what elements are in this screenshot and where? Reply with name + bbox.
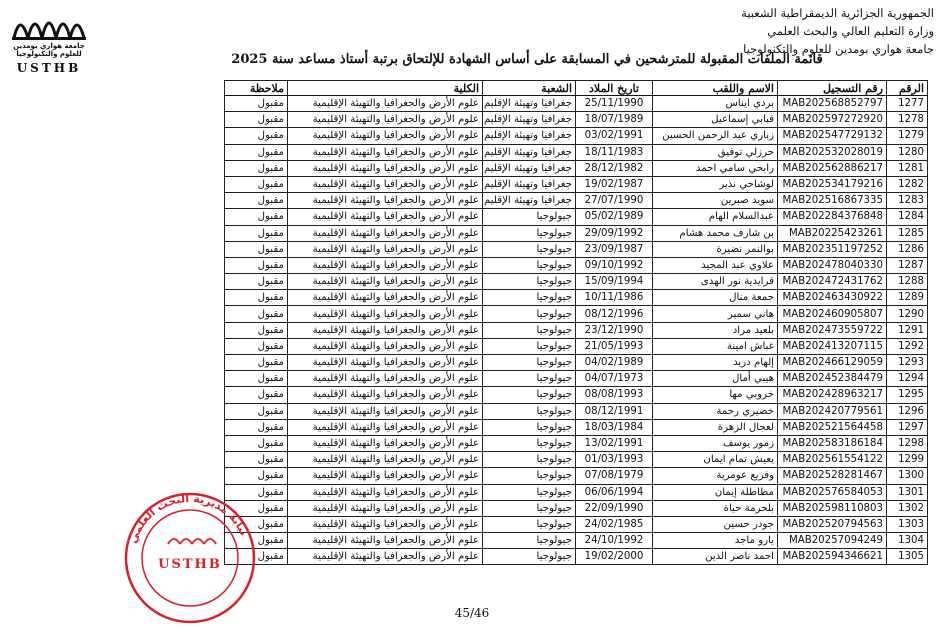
- cell-birthdate: 07/08/1979: [576, 468, 653, 484]
- university-logo: [8, 6, 90, 76]
- cell-remark: مقبول: [225, 338, 288, 354]
- cell-registration: MAB202478040330: [778, 257, 887, 273]
- cell-birthdate: 04/07/1973: [576, 371, 653, 387]
- cell-number: 1298: [887, 435, 928, 451]
- cell-specialty: جيولوجيا: [483, 290, 576, 306]
- cell-number: 1301: [887, 484, 928, 500]
- table-row: [225, 533, 928, 549]
- cell-remark: مقبول: [225, 257, 288, 273]
- cell-faculty: علوم الأرض والجغرافيا والتهيئة الإقليمية: [288, 403, 483, 419]
- cell-remark: مقبول: [225, 500, 288, 516]
- cell-registration: MAB202547729132: [778, 128, 887, 144]
- cell-specialty: جغرافيا وتهيئة الإقليم: [483, 176, 576, 192]
- cell-registration: MAB202351197252: [778, 241, 887, 257]
- cell-number: 1293: [887, 355, 928, 371]
- cell-faculty: علوم الأرض والجغرافيا والتهيئة الإقليمية: [288, 274, 483, 290]
- cell-remark: مقبول: [225, 241, 288, 257]
- cell-birthdate: 21/05/1993: [576, 338, 653, 354]
- cell-birthdate: 09/10/1992: [576, 257, 653, 273]
- logo-latin-name: USTHB: [16, 61, 82, 75]
- cell-number: 1289: [887, 290, 928, 306]
- cell-specialty: جيولوجيا: [483, 355, 576, 371]
- cell-birthdate: 19/02/1987: [576, 176, 653, 192]
- cell-number: 1285: [887, 225, 928, 241]
- cell-birthdate: 04/02/1989: [576, 355, 653, 371]
- cell-specialty: جيولوجيا: [483, 306, 576, 322]
- cell-number: 1291: [887, 322, 928, 338]
- table-row: [225, 371, 928, 387]
- cell-faculty: علوم الأرض والجغرافيا والتهيئة الإقليمية: [288, 355, 483, 371]
- cell-name: بلحرمة حياة: [653, 500, 778, 516]
- table-row: [225, 306, 928, 322]
- table-row: [225, 338, 928, 354]
- cell-faculty: علوم الأرض والجغرافيا والتهيئة الإقليمية: [288, 452, 483, 468]
- cell-birthdate: 25/11/1990: [576, 96, 653, 112]
- table-row: [225, 387, 928, 403]
- cell-remark: مقبول: [225, 371, 288, 387]
- table-row: [225, 274, 928, 290]
- cell-birthdate: 23/12/1990: [576, 322, 653, 338]
- cell-name: زباري عبد الرحمن الحسين: [653, 128, 778, 144]
- cell-remark: مقبول: [225, 290, 288, 306]
- cell-faculty: علوم الأرض والجغرافيا والتهيئة الإقليمية: [288, 549, 483, 565]
- cell-registration: MAB202534179216: [778, 176, 887, 192]
- cell-birthdate: 23/09/1987: [576, 241, 653, 257]
- cell-registration: MAB202466129059: [778, 355, 887, 371]
- cell-specialty: جيولوجيا: [483, 419, 576, 435]
- cell-name: جودر حسين: [653, 516, 778, 532]
- table-row: [225, 484, 928, 500]
- table-row: [225, 290, 928, 306]
- cell-remark: مقبول: [225, 484, 288, 500]
- col-header-registration: رقم التسجيل: [778, 81, 887, 96]
- cell-number: 1290: [887, 306, 928, 322]
- cell-faculty: علوم الأرض والجغرافيا والتهيئة الإقليمية: [288, 225, 483, 241]
- cell-remark: مقبول: [225, 322, 288, 338]
- cell-birthdate: 03/02/1991: [576, 128, 653, 144]
- cell-specialty: جيولوجيا: [483, 338, 576, 354]
- cell-birthdate: 28/12/1982: [576, 160, 653, 176]
- cell-remark: مقبول: [225, 193, 288, 209]
- cell-registration: MAB202284376848: [778, 209, 887, 225]
- table-row: [225, 419, 928, 435]
- cell-registration: MAB202561554122: [778, 452, 887, 468]
- cell-specialty: جيولوجيا: [483, 533, 576, 549]
- cell-number: 1277: [887, 96, 928, 112]
- cell-registration: MAB20225423261: [778, 225, 887, 241]
- cell-number: 1283: [887, 193, 928, 209]
- cell-specialty: جيولوجيا: [483, 452, 576, 468]
- cell-birthdate: 13/02/1991: [576, 435, 653, 451]
- cell-remark: مقبول: [225, 128, 288, 144]
- cell-faculty: علوم الأرض والجغرافيا والتهيئة الإقليمية: [288, 306, 483, 322]
- cell-specialty: جغرافيا وتهيئة الإقليم: [483, 128, 576, 144]
- cell-faculty: علوم الأرض والجغرافيا والتهيئة الإقليمية: [288, 338, 483, 354]
- cell-specialty: جيولوجيا: [483, 484, 576, 500]
- cell-registration: MAB202520794563: [778, 516, 887, 532]
- cell-faculty: علوم الأرض والجغرافيا والتهيئة الإقليمية: [288, 128, 483, 144]
- cell-birthdate: 18/03/1984: [576, 419, 653, 435]
- cell-name: بن شارف محمد هشام: [653, 225, 778, 241]
- cell-number: 1281: [887, 160, 928, 176]
- page-number: 45/46: [454, 606, 490, 620]
- cell-remark: مقبول: [225, 96, 288, 112]
- cell-faculty: علوم الأرض والجغرافيا والتهيئة الإقليمية: [288, 241, 483, 257]
- cell-number: 1305: [887, 549, 928, 565]
- cell-specialty: جغرافيا وتهيئة الإقليم: [483, 112, 576, 128]
- cell-registration: MAB202583186184: [778, 435, 887, 451]
- cell-faculty: علوم الأرض والجغرافيا والتهيئة الإقليمية: [288, 112, 483, 128]
- cell-registration: MAB202521564458: [778, 419, 887, 435]
- cell-number: 1295: [887, 387, 928, 403]
- cell-specialty: جيولوجيا: [483, 516, 576, 532]
- cell-remark: مقبول: [225, 274, 288, 290]
- cell-remark: مقبول: [225, 225, 288, 241]
- table-body: [225, 96, 928, 565]
- cell-birthdate: 08/12/1996: [576, 306, 653, 322]
- cell-birthdate: 01/03/1993: [576, 452, 653, 468]
- cell-faculty: علوم الأرض والجغرافيا والتهيئة الإقليمية: [288, 500, 483, 516]
- table-row: [225, 225, 928, 241]
- cell-number: 1279: [887, 128, 928, 144]
- cell-faculty: علوم الأرض والجغرافيا والتهيئة الإقليمية: [288, 533, 483, 549]
- logo-arabic-name: جامعة هواري بومدين للعلوم والتكنولوجيا: [13, 42, 85, 58]
- cell-specialty: جيولوجيا: [483, 322, 576, 338]
- table-row: [225, 144, 928, 160]
- cell-faculty: علوم الأرض والجغرافيا والتهيئة الإقليمية: [288, 468, 483, 484]
- cell-number: 1304: [887, 533, 928, 549]
- table-row: [225, 209, 928, 225]
- cell-faculty: علوم الأرض والجغرافيا والتهيئة الإقليمية: [288, 290, 483, 306]
- cell-faculty: علوم الأرض والجغرافيا والتهيئة الإقليمية: [288, 419, 483, 435]
- cell-specialty: جيولوجيا: [483, 225, 576, 241]
- cell-birthdate: 06/06/1994: [576, 484, 653, 500]
- cell-registration: MAB202428963217: [778, 387, 887, 403]
- col-header-faculty: الكلية: [288, 81, 483, 96]
- cell-name: خروبي مها: [653, 387, 778, 403]
- cell-name: هاني سمير: [653, 306, 778, 322]
- cell-name: بردي ايناس: [653, 96, 778, 112]
- table-row: [225, 355, 928, 371]
- cell-name: جمعة منال: [653, 290, 778, 306]
- cell-number: 1297: [887, 419, 928, 435]
- cell-faculty: علوم الأرض والجغرافيا والتهيئة الإقليمية: [288, 209, 483, 225]
- cell-number: 1288: [887, 274, 928, 290]
- col-header-name: الاسم واللقب: [653, 81, 778, 96]
- cell-name: لوشاحي نذير: [653, 176, 778, 192]
- cell-name: مطاطلة إيمان: [653, 484, 778, 500]
- table-row: [225, 468, 928, 484]
- table-row: [225, 516, 928, 532]
- cell-faculty: علوم الأرض والجغرافيا والتهيئة الإقليمية: [288, 387, 483, 403]
- cell-registration: MAB202463430922: [778, 290, 887, 306]
- table-row: [225, 500, 928, 516]
- cell-specialty: جغرافيا وتهيئة الإقليم: [483, 96, 576, 112]
- cell-name: حرزلي توفيق: [653, 144, 778, 160]
- cell-remark: مقبول: [225, 306, 288, 322]
- cell-name: عبدالسلام الهام: [653, 209, 778, 225]
- cell-name: بلعيد مراد: [653, 322, 778, 338]
- table-row: [225, 112, 928, 128]
- cell-registration: MAB202562886217: [778, 160, 887, 176]
- table-row: [225, 176, 928, 192]
- cell-faculty: علوم الأرض والجغرافيا والتهيئة الإقليمية: [288, 371, 483, 387]
- table-row: [225, 452, 928, 468]
- cell-faculty: علوم الأرض والجغرافيا والتهيئة الإقليمية: [288, 193, 483, 209]
- table-row: [225, 403, 928, 419]
- cell-faculty: علوم الأرض والجغرافيا والتهيئة الإقليمية: [288, 257, 483, 273]
- cell-remark: مقبول: [225, 533, 288, 549]
- cell-name: إلهام دريد: [653, 355, 778, 371]
- cell-name: زمور يوسف: [653, 435, 778, 451]
- cell-specialty: جيولوجيا: [483, 387, 576, 403]
- cell-registration: MAB202597272920: [778, 112, 887, 128]
- cell-remark: مقبول: [225, 419, 288, 435]
- cell-specialty: جيولوجيا: [483, 274, 576, 290]
- col-header-number: الرقم: [887, 81, 928, 96]
- cell-name: قبابي إسماعيل: [653, 112, 778, 128]
- cell-faculty: علوم الأرض والجغرافيا والتهيئة الإقليمية: [288, 176, 483, 192]
- cell-birthdate: 19/02/2000: [576, 549, 653, 565]
- col-header-remark: ملاحظة: [225, 81, 288, 96]
- cell-birthdate: 08/08/1993: [576, 387, 653, 403]
- cell-birthdate: 18/11/1983: [576, 144, 653, 160]
- cell-remark: مقبول: [225, 435, 288, 451]
- cell-remark: مقبول: [225, 516, 288, 532]
- cell-name: بوالنمر نضيرة: [653, 241, 778, 257]
- cell-name: لعجال الزهرة: [653, 419, 778, 435]
- cell-number: 1282: [887, 176, 928, 192]
- cell-birthdate: 10/11/1986: [576, 290, 653, 306]
- cell-remark: مقبول: [225, 452, 288, 468]
- cell-name: غباش امينة: [653, 338, 778, 354]
- cell-number: 1300: [887, 468, 928, 484]
- cell-specialty: جيولوجيا: [483, 209, 576, 225]
- cell-registration: MAB202473559722: [778, 322, 887, 338]
- cell-specialty: جيولوجيا: [483, 435, 576, 451]
- document-header: [514, 4, 934, 58]
- cell-name: يعيش تمام ايمان: [653, 452, 778, 468]
- university-line: جامعة هواري بومدين للعلوم والتكنولوجيا: [743, 42, 934, 56]
- cell-faculty: علوم الأرض والجغرافيا والتهيئة الإقليمية: [288, 144, 483, 160]
- cell-number: 1299: [887, 452, 928, 468]
- cell-name: خضيري رحمة: [653, 403, 778, 419]
- cell-registration: MAB202528281467: [778, 468, 887, 484]
- cell-specialty: جيولوجيا: [483, 257, 576, 273]
- table-row: [225, 322, 928, 338]
- cell-specialty: جيولوجيا: [483, 371, 576, 387]
- cell-name: وفريع عومرية: [653, 468, 778, 484]
- cell-number: 1294: [887, 371, 928, 387]
- cell-number: 1292: [887, 338, 928, 354]
- col-header-specialty: الشعبة: [483, 81, 576, 96]
- cell-faculty: علوم الأرض والجغرافيا والتهيئة الإقليمية: [288, 516, 483, 532]
- cell-birthdate: 18/07/1989: [576, 112, 653, 128]
- cell-number: 1280: [887, 144, 928, 160]
- cell-remark: مقبول: [225, 549, 288, 565]
- cell-registration: MAB202568852797: [778, 96, 887, 112]
- cell-birthdate: 29/09/1992: [576, 225, 653, 241]
- cell-specialty: جيولوجيا: [483, 241, 576, 257]
- cell-remark: مقبول: [225, 112, 288, 128]
- cell-name: قرايدية نور الهدى: [653, 274, 778, 290]
- cell-registration: MAB202598110803: [778, 500, 887, 516]
- cell-specialty: جغرافيا وتهيئة الإقليم: [483, 193, 576, 209]
- cell-name: يارو ماجد: [653, 533, 778, 549]
- candidates-table: [224, 80, 928, 565]
- cell-birthdate: 24/02/1985: [576, 516, 653, 532]
- cell-specialty: جغرافيا وتهيئة الإقليم: [483, 160, 576, 176]
- ministry-line: وزارة التعليم العالي والبحث العلمي: [767, 24, 934, 38]
- table-row: [225, 257, 928, 273]
- cell-number: 1286: [887, 241, 928, 257]
- cell-faculty: علوم الأرض والجغرافيا والتهيئة الإقليمية: [288, 322, 483, 338]
- cell-number: 1287: [887, 257, 928, 273]
- table-row: [225, 193, 928, 209]
- cell-registration: MAB202516867335: [778, 193, 887, 209]
- cell-faculty: علوم الأرض والجغرافيا والتهيئة الإقليمية: [288, 96, 483, 112]
- cell-name: هيبي أمال: [653, 371, 778, 387]
- cell-birthdate: 24/10/1992: [576, 533, 653, 549]
- svg-text:نيابة مديرية البحث العلمي: [126, 492, 251, 545]
- cell-specialty: جيولوجيا: [483, 500, 576, 516]
- cell-birthdate: 15/09/1994: [576, 274, 653, 290]
- cell-remark: مقبول: [225, 355, 288, 371]
- republic-line: الجمهورية الجزائرية الديمقراطية الشعبية: [741, 6, 934, 20]
- table-header-row: [225, 81, 928, 96]
- cell-registration: MAB202460905807: [778, 306, 887, 322]
- cell-specialty: جيولوجيا: [483, 403, 576, 419]
- table-row: [225, 160, 928, 176]
- cell-name: علاوي عبد المجيد: [653, 257, 778, 273]
- cell-faculty: علوم الأرض والجغرافيا والتهيئة الإقليمية: [288, 435, 483, 451]
- cell-registration: MAB202413207115: [778, 338, 887, 354]
- table-row: [225, 96, 928, 112]
- cell-number: 1303: [887, 516, 928, 532]
- cell-remark: مقبول: [225, 387, 288, 403]
- cell-number: 1278: [887, 112, 928, 128]
- col-header-birthdate: تاريخ الملاد: [576, 81, 653, 96]
- cell-remark: مقبول: [225, 160, 288, 176]
- cell-birthdate: 05/02/1989: [576, 209, 653, 225]
- cell-birthdate: 08/12/1991: [576, 403, 653, 419]
- cell-registration: MAB202594346621: [778, 549, 887, 565]
- cell-remark: مقبول: [225, 468, 288, 484]
- cell-specialty: جيولوجيا: [483, 549, 576, 565]
- page-title: قائمة الملفات المقبولة للمترشحين في المسابقة على أساس الشهادة للإلتحاق برتبة أستاذ مساعد سنة 2025: [231, 52, 823, 67]
- cell-registration: MAB202532028019: [778, 144, 887, 160]
- cell-name: رابحي سامي احمد: [653, 160, 778, 176]
- stamp-ring-text: نيابة مديرية البحث العلمي: [126, 491, 251, 546]
- cell-remark: مقبول: [225, 209, 288, 225]
- cell-registration: MAB202420779561: [778, 403, 887, 419]
- cell-specialty: جغرافيا وتهيئة الإقليم: [483, 144, 576, 160]
- cell-registration: MAB202576584053: [778, 484, 887, 500]
- logo-arcs-icon: [10, 6, 88, 40]
- cell-registration: MAB202472431762: [778, 274, 887, 290]
- cell-registration: MAB202452384479: [778, 371, 887, 387]
- table-row: [225, 435, 928, 451]
- cell-number: 1284: [887, 209, 928, 225]
- cell-faculty: علوم الأرض والجغرافيا والتهيئة الإقليمية: [288, 160, 483, 176]
- table-row: [225, 549, 928, 565]
- cell-name: احمد ناصر الدين: [653, 549, 778, 565]
- cell-name: سويد صبرين: [653, 193, 778, 209]
- cell-number: 1302: [887, 500, 928, 516]
- stamp-inner-text: USTHB: [158, 557, 222, 572]
- cell-number: 1296: [887, 403, 928, 419]
- cell-faculty: علوم الأرض والجغرافيا والتهيئة الإقليمية: [288, 484, 483, 500]
- cell-remark: مقبول: [225, 144, 288, 160]
- cell-remark: مقبول: [225, 403, 288, 419]
- table-row: [225, 241, 928, 257]
- table-row: [225, 128, 928, 144]
- cell-birthdate: 27/07/1990: [576, 193, 653, 209]
- cell-registration: MAB20257094249: [778, 533, 887, 549]
- cell-remark: مقبول: [225, 176, 288, 192]
- cell-specialty: جيولوجيا: [483, 468, 576, 484]
- cell-birthdate: 22/09/1990: [576, 500, 653, 516]
